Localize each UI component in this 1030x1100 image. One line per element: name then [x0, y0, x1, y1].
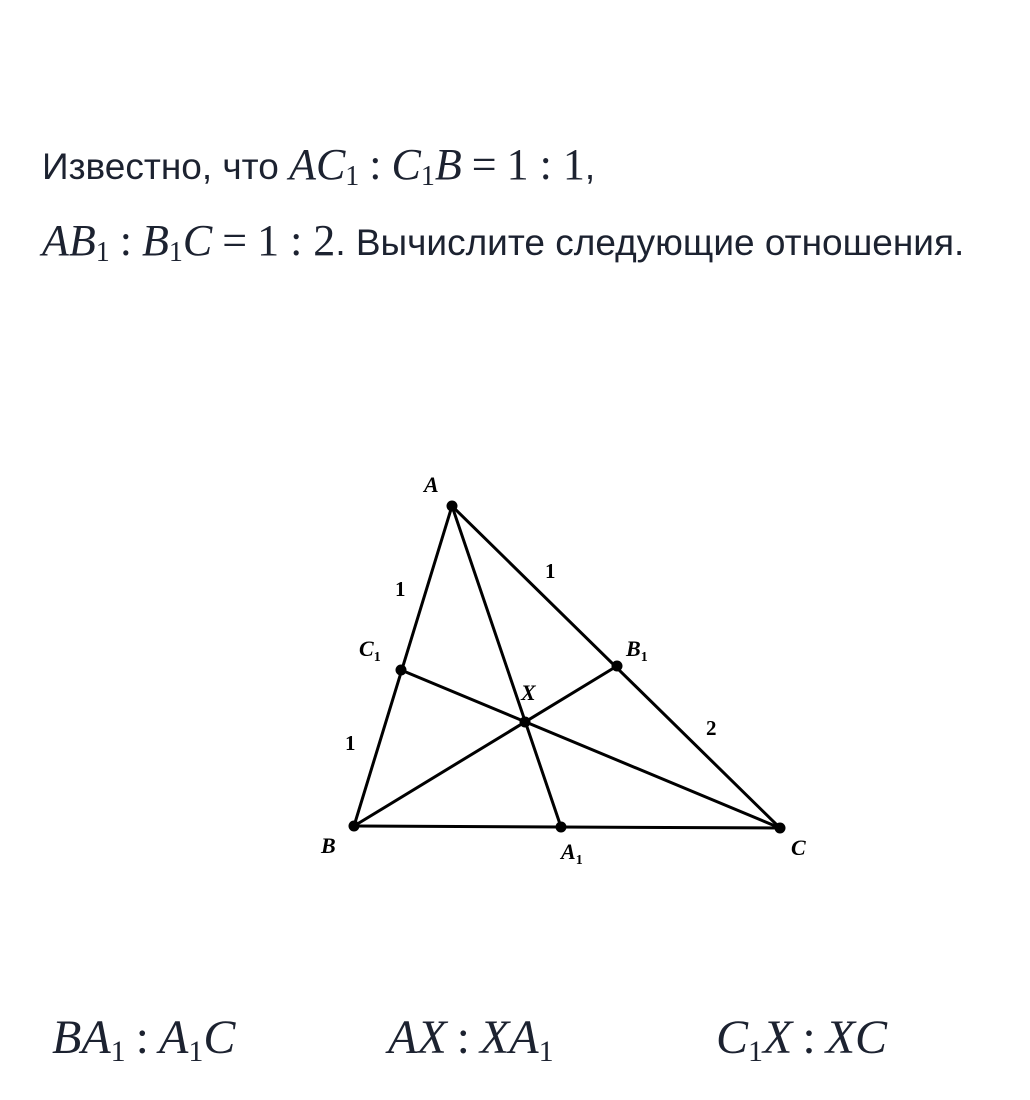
cevian-aa1	[452, 506, 561, 827]
label-a: A	[424, 472, 439, 497]
segment-label-ac1: 1	[395, 577, 406, 601]
segment-label-c1b: 1	[345, 731, 356, 755]
vertex-b-point	[349, 821, 360, 832]
instruction-text: . Вычислите следующие отношения.	[335, 222, 965, 263]
label-c: C	[791, 835, 806, 860]
point-a1	[556, 822, 567, 833]
ratio-c1x-xc: $C_1X$ : XC	[716, 1011, 888, 1068]
intro-text: Известно, что	[42, 146, 290, 187]
label-c1: $C_1$	[359, 636, 381, 665]
given-ratio-ab1-b1c: $AB_1$ : $B_1C = 1$ : 2	[42, 216, 336, 268]
comma: ,	[584, 146, 596, 187]
point-x	[520, 717, 531, 728]
point-c1	[396, 665, 407, 676]
label-a1: $A_1$	[561, 839, 583, 868]
ratio-ax-xa1: AX : $XA_1$	[388, 1011, 554, 1068]
label-b: B	[321, 833, 336, 858]
side-bc	[354, 826, 780, 828]
ratios-to-compute	[0, 1010, 1030, 1080]
cevian-cc1	[401, 670, 780, 828]
label-b1: $B_1$	[626, 636, 648, 665]
segment-label-ab1: 1	[545, 559, 556, 583]
given-ratio-ac1-c1b: $AC_1$ : $C_1B = 1$ : 1	[289, 140, 585, 192]
point-b1	[612, 661, 623, 672]
segment-label-b1c: 2	[706, 716, 717, 740]
label-x: X	[521, 680, 536, 705]
cevian-bb1	[354, 666, 617, 826]
ratio-ba1-a1c: $BA_1$ : $A_1C$	[52, 1011, 236, 1068]
vertex-c-point	[775, 823, 786, 834]
vertex-a-point	[447, 501, 458, 512]
